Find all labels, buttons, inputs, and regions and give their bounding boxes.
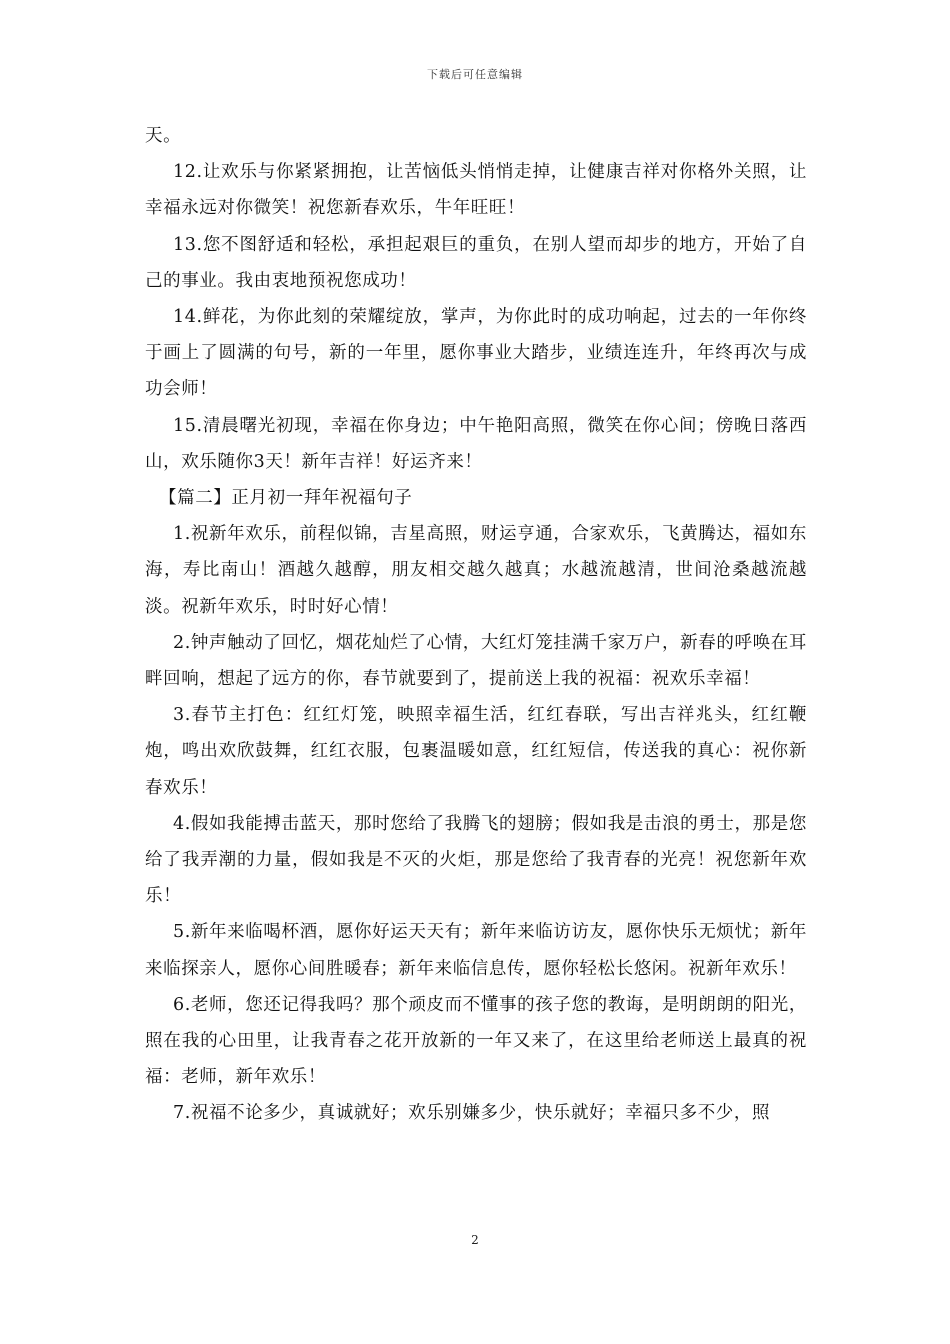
paragraph-continuation: 天。 xyxy=(145,126,182,146)
paragraph-item-13: 13.您不图舒适和轻松，承担起艰巨的重负，在别人望而却步的地方，开始了自己的事业。我由衷地预祝您成功！ xyxy=(145,234,807,291)
paragraph-item-2: 2.钟声触动了回忆，烟花灿烂了心情，大红灯笼挂满千家万户，新春的呼唤在耳畔回响，想起了远方的你，春节就要到了，提前送上我的祝福：祝欢乐幸福！ xyxy=(145,632,807,690)
paragraph-item-4: 4.假如我能搏击蓝天，那时您给了我腾飞的翅膀；假如我是击浪的勇士，那是您给了我弄潮的力量，假如我是不灭的火炬，那是您给了我青春的光亮！祝您新年欢乐！ xyxy=(145,813,807,907)
page-header: 下载后可任意编辑 xyxy=(427,68,523,81)
page-number: 2 xyxy=(471,1233,479,1247)
section-heading: 【篇二】正月初一拜年祝福句子 xyxy=(159,488,413,509)
paragraph-item-12: 12.让欢乐与你紧紧拥抱，让苦恼低头悄悄走掉，让健康吉祥对你格外关照，让幸福永远对你微笑！祝您新春欢乐，牛年旺旺！ xyxy=(145,162,807,219)
paragraph-item-14: 14.鲜花，为你此刻的荣耀绽放，掌声，为你此时的成功响起，过去的一年你终于画上了圆满的句号，新的一年里，愿你事业大踏步，业绩连连升，年终再次与成功会师！ xyxy=(145,307,807,400)
paragraph-item-1: 1.祝新年欢乐，前程似锦，吉星高照，财运亨通，合家欢乐，飞黄腾达，福如东海，寿比南山！酒越久越醇，朋友相交越久越真；水越流越清，世间沧桑越流越淡。祝新年欢乐，时时好心情！ xyxy=(145,524,807,617)
paragraph-item-3: 3.春节主打色：红红灯笼，映照幸福生活，红红春联，写出吉祥兆头，红红鞭炮，鸣出欢欣鼓舞，红红衣服，包裹温暖如意，红红短信，传送我的真心：祝你新春欢乐！ xyxy=(145,705,807,798)
paragraph-item-6: 6.老师，您还记得我吗？那个顽皮而不懂事的孩子您的教诲，是明朗朗的阳光，照在我的心田里，让我青春之花开放新的一年又来了，在这里给老师送上最真的祝福：老师，新年欢乐！ xyxy=(145,994,807,1088)
document-body xyxy=(145,118,807,1132)
paragraph-item-15: 15.清晨曙光初现，幸福在你身边；中午艳阳高照，微笑在你心间；傍晚日落西山，欢乐随你3天！新年吉祥！好运齐来！ xyxy=(145,415,807,472)
paragraph-item-7: 7.祝福不论多少，真诚就好；欢乐别嫌多少，快乐就好；幸福只多不少，照 xyxy=(173,1103,771,1124)
paragraph-item-5: 5.新年来临喝杯酒，愿你好运天天有；新年来临访访友，愿你快乐无烦忧；新年来临探亲人，愿你心间胜暖春；新年来临信息传，愿你轻松长悠闲。祝新年欢乐！ xyxy=(145,922,807,979)
